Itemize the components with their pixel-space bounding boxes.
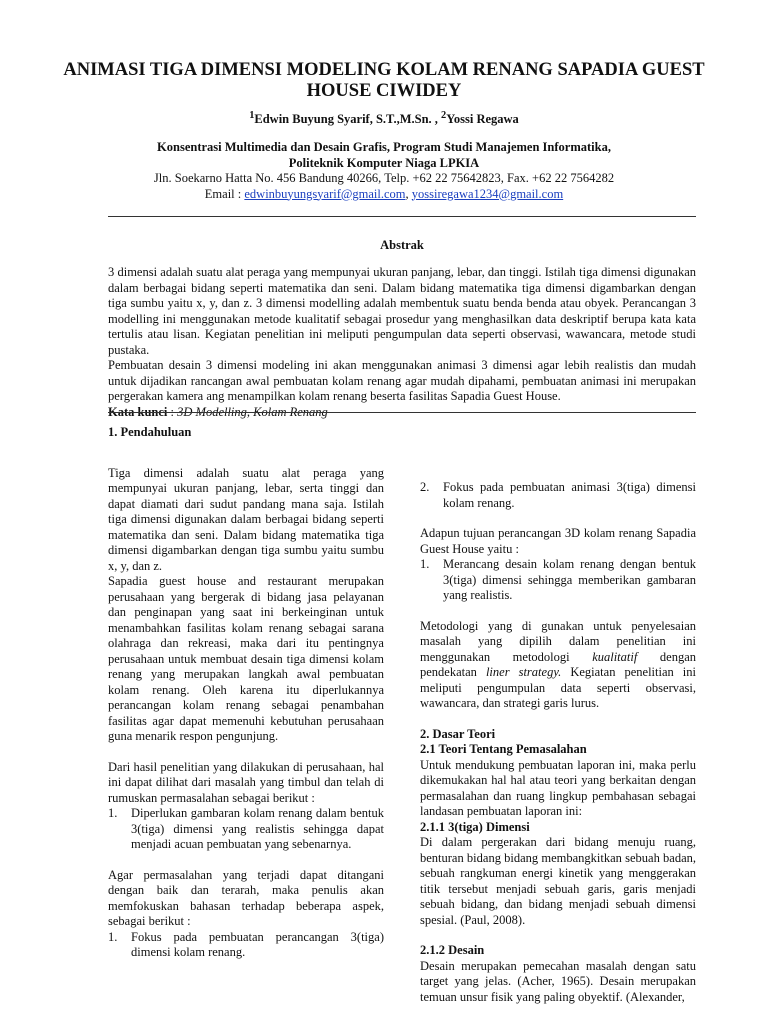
author2-name: Yossi Regawa	[446, 112, 519, 127]
method-text-b: dengan pendekatan	[420, 649, 696, 679]
email-line	[60, 187, 708, 203]
list-item	[108, 930, 384, 961]
email-separator: ,	[405, 186, 412, 201]
paper-title: ANIMASI TIGA DIMENSI MODELING KOLAM RENANG SAPADIA GUEST HOUSE CIWIDEY	[63, 60, 705, 101]
list-text: Fokus pada pembuatan animasi 3(tiga) dimensi kolam renang.	[443, 480, 696, 510]
abstract-paragraph-2: Pembuatan desain 3 dimensi modeling ini akan menggunakan animasi 3 dimensi agar lebih realistis dan mudah untuk dijadikan rancangan awal pembuatan kolam renang agar mudah dipahami, pembuatan animasi ini merupakan pergerakan kamera ang menampilkan kolam renang beserta fasilitas Sapadia Guest House.	[108, 358, 696, 403]
list-item	[420, 480, 696, 511]
abstract-divider	[108, 412, 696, 413]
abstract-paragraph-1: 3 dimensi adalah suatu alat peraga yang mempunyai ukuran panjang, lebar, dan tinggi. Istilah tiga dimensi digunakan dalam berbagai bidang seperti matematika dan seni. Dalam bidang matematika tiga dimensi digambarkan dengan tiga sumbu yaitu x, y, dan z. 3 dimensi modelling adalah membentuk suatu benda benda atau obyek. Perancangan 3 modelling ini menggunakan metode kualitatif sebagai prosedur yang menghasilkan data deskriptif berupa kata kata tertulis atau lisan. Kegiatan penelitian ini meliputi pengumpulan data seperti observasi, wawancara, metode studi pustaka.	[108, 265, 696, 357]
abstract-body	[108, 265, 696, 420]
right-paragraph-3: Untuk mendukung pembuatan laporan ini, maka perlu dikemukakan hal hal atau teori yang berkaitan dengan permasalahan dan ruang lingkup pembahasan sebagai landasan pembuatan laporan ini:	[420, 757, 696, 818]
email-link-2[interactable]: yossiregawa1234@gmail.com	[411, 186, 564, 201]
subsection-heading-2-1-1: 2.1.1 3(tiga) Dimensi	[420, 819, 530, 834]
author1-name: Edwin Buyung Syarif, S.T.,M.Sn. ,	[254, 112, 442, 127]
method-emphasis-1: kualitatif	[592, 649, 638, 664]
goal-list	[420, 557, 696, 604]
affiliation-block	[60, 140, 708, 202]
left-paragraph-4: Agar permasalahan yang terjadi dapat ditangani dengan baik dan terarah, maka penulis akan memfokuskan bahasan terhadap beberapa aspek, sebagai berikut :	[108, 867, 384, 928]
right-paragraph-5: Desain merupakan pemecahan masalah dengan satu target yang jelas. (Acher, 1965). Desain merupakan temuan unsur fisik yang paling obyektif. (Alexander,	[420, 958, 696, 1004]
left-column	[108, 425, 384, 976]
list-number: 1.	[420, 557, 430, 571]
keywords-label: Kata kunci	[108, 404, 168, 419]
list-item	[108, 806, 384, 853]
right-paragraph-1: Adapun tujuan perancangan 3D kolam renang Sapadia Guest House yaitu :	[420, 526, 696, 556]
list-number: 1.	[108, 929, 118, 944]
method-text-c: Kegiatan penelitian ini meliputi pengumpulan data seperti observasi, wawancara, dan strategi garis lurus.	[420, 665, 696, 710]
left-paragraph-1: Tiga dimensi adalah suatu alat peraga yang mempunyai ukuran panjang, lebar, serta tinggi dan dapat diamati dari sudut pandang mana saja. Istilah tiga dimensi digunakan dalam berbagai bidang seperti matematika dan seni. Dalam bidang matematika tiga dimensi digambarkan dengan tiga sumbu yaitu sumbu x, y, dan z.	[108, 465, 384, 573]
abstract-heading: Abstrak	[380, 238, 424, 252]
subsection-heading-2-1-2: 2.1.2 Desain	[420, 943, 485, 957]
list-item	[420, 557, 696, 604]
right-paragraph-2	[420, 619, 696, 712]
focus-list	[108, 930, 384, 961]
left-paragraph-3: Dari hasil penelitian yang dilakukan di perusahaan, hal ini dapat dilihat dari masalah yang timbul dan telah di rumuskan permasalahan sebagai berikut :	[108, 759, 384, 805]
method-emphasis-2: liner strategy.	[485, 665, 562, 679]
list-text: Merancang desain kolam renang dengan bentuk 3(tiga) dimensi sehingga memberikan gambaran yang realistis.	[443, 557, 696, 602]
affiliation-line1: Konsentrasi Multimedia dan Desain Grafis, Program Studi Manajemen Informatika,	[157, 140, 611, 154]
method-text-a: Metodologi yang di gunakan untuk penyelesaian masalah yang dipilih dalam penelitian ini menggunakan metodologi	[420, 618, 696, 664]
list-number: 1.	[108, 806, 118, 820]
section-heading-dasar-teori: 2. Dasar Teori	[420, 726, 496, 741]
right-paragraph-4: Di dalam pergerakan dari bidang menuju ruang, benturan bidang bidang membangkitkan sebuah badan, sebuah rangkuman energi kinetik yang menggerakan titik tersebut menjadi sebuah garis, garis menjadi sebuah bidang, dan bidang menjadi sebuah dimensi spesial. (Paul, 2008).	[420, 835, 696, 927]
email-label: Email :	[204, 186, 245, 201]
right-column	[420, 480, 696, 1005]
problem-list	[108, 806, 384, 853]
left-paragraph-2: Sapadia guest house and restaurant merupakan perusahaan yang bergerak di bidang jasa pelayanan dan penginapan yang saat ini berkeinginan untuk menambahkan fasilitas kolam renang sebagai sarana olahraga dan rekreasi, maka dari itu pentingnya perusahaan untuk membuat desain tiga dimensi kolam renang yang merupakan langkah awal pembuatan kolam renang. Oleh karena itu diperlukannya perancangan kolam renang sebagai penambahan fasilitas agar dapat memenuhi kebutuhan perusahaan guna menarik respon pengunjung.	[108, 574, 384, 743]
keywords-value: 3D Modelling, Kolam Renang	[177, 404, 328, 419]
address-line: Jln. Soekarno Hatta No. 456 Bandung 40266, Telp. +62 22 75642823, Fax. +62 22 7564282	[153, 171, 615, 185]
author-line	[60, 110, 708, 127]
subsection-heading-2-1: 2.1 Teori Tentang Pemasalahan	[420, 742, 587, 756]
top-divider	[108, 216, 696, 217]
author2-superscript: 2	[441, 110, 447, 121]
email-link-1[interactable]: edwinbuyungsyarif@gmail.com	[244, 186, 406, 201]
list-text: Fokus pada pembuatan perancangan 3(tiga) dimensi kolam renang.	[131, 929, 384, 959]
focus-list-continued	[420, 480, 696, 511]
keywords-separator: :	[167, 404, 178, 419]
list-text: Diperlukan gambaran kolam renang dalam bentuk 3(tiga) dimensi yang realistis sehingga dapat menjadi acuan pembuatan yang sebenarnya.	[131, 806, 384, 851]
affiliation-line2: Politeknik Komputer Niaga LPKIA	[288, 155, 480, 170]
section-heading-pendahuluan: 1. Pendahuluan	[108, 425, 192, 439]
list-number: 2.	[420, 480, 430, 494]
author1-superscript: 1	[249, 110, 255, 121]
